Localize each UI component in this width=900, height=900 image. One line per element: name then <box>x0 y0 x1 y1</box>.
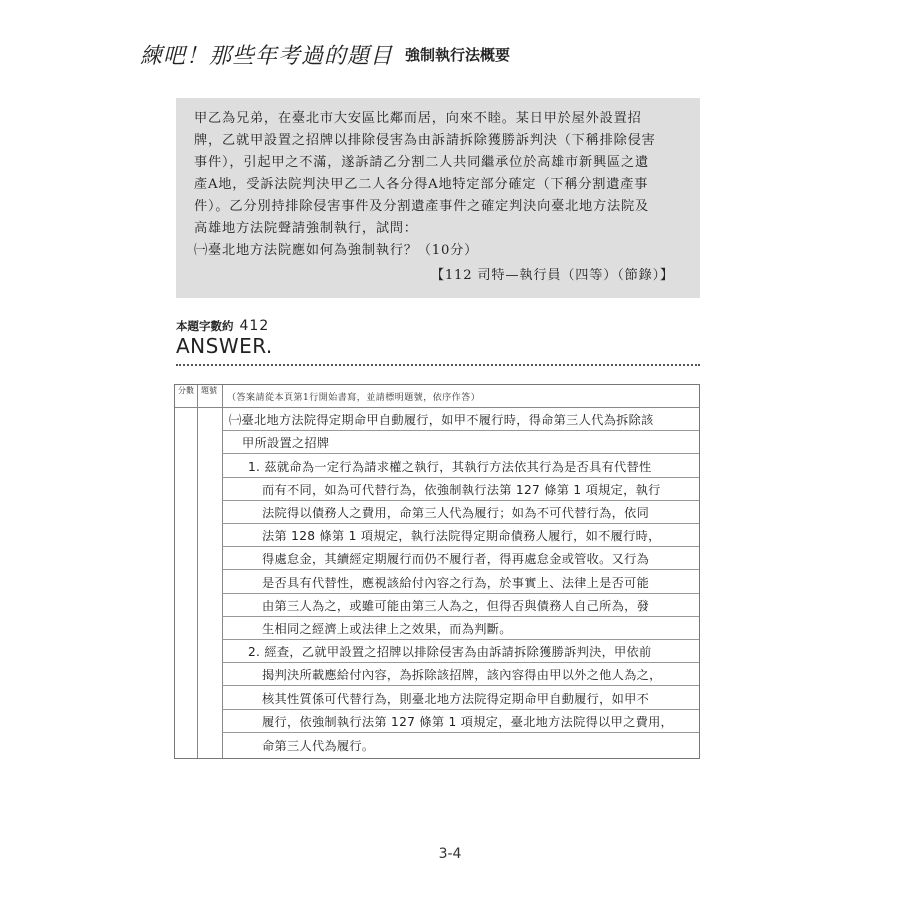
answer-line <box>222 501 699 524</box>
series-brand: 練吧！那些年考過的題目 <box>140 43 394 69</box>
answer-line <box>222 454 699 477</box>
answer-line-text: 由第三人為之，或雖可能由第三人為之，但得否與債務人自己所為，發 <box>262 598 650 613</box>
answer-line-text: 核其性質係可代替行為，則臺北地方法院得定期命甲自動履行，如甲不 <box>262 691 650 706</box>
answer-line <box>222 640 699 663</box>
answer-line-text: 是否具有代替性，應視該給付內容之行為，於事實上、法律上是否可能 <box>262 575 650 590</box>
answer-line-text: 履行，依強制執行法第 127 條第 1 項規定，臺北地方法院得以甲之費用， <box>262 714 674 729</box>
answer-line <box>222 431 699 454</box>
sheet-instruction: （答案請從本頁第1行開始書寫，並請標明題號，依序作答） <box>227 393 481 403</box>
question-line: 事件），引起甲之不滿，遂訴請乙分割二人共同繼承位於高雄市新興區之遺 <box>194 155 649 170</box>
score-column-label: 分數 <box>178 386 194 395</box>
answer-line-text: 2. 經查，乙就甲設置之招牌以排除侵害為由訴請拆除獲勝訴判決，甲依前 <box>248 645 652 660</box>
page-number: 3-4 <box>438 846 462 862</box>
answer-line-text: 1. 茲就命為一定行為請求權之執行，其執行方法依其行為是否具有代替性 <box>248 459 652 474</box>
running-header <box>140 36 510 72</box>
number-column-label: 題號 <box>201 386 217 395</box>
answer-sheet <box>174 384 700 759</box>
question-line: 件）。乙分別持排除侵害事件及分割遺產事件之確定判決向臺北地方法院及 <box>194 199 649 214</box>
word-count-label: 本題字數約 <box>176 319 234 333</box>
answer-line-text: 揭判決所載應給付內容，為拆除該招牌，該內容得由甲以外之他人為之， <box>262 668 662 683</box>
answer-line-text: 法第 128 條第 1 項規定，執行法院得定期命債務人履行，如不履行時， <box>262 529 661 544</box>
book-title: 強制執行法概要 <box>405 45 511 64</box>
answer-line <box>222 686 699 709</box>
question-line: 牌，乙就甲設置之招牌以排除侵害為由訴請拆除獲勝訴判決（下稱排除侵害 <box>194 133 656 148</box>
answer-line <box>222 570 699 593</box>
answer-line <box>222 524 699 547</box>
question-line: 產A地，受訴法院判決甲乙二人各分得A地特定部分確定（下稱分割遺產事 <box>194 177 649 192</box>
answer-line <box>222 478 699 501</box>
answer-heading: ANSWER. <box>176 334 273 358</box>
word-count-value: 412 <box>239 318 270 334</box>
question-box <box>176 98 700 298</box>
answer-line-text: 而有不同，如為可代替行為，依強制執行法第 127 條第 1 項規定，執行 <box>262 482 661 497</box>
answer-line <box>222 710 699 733</box>
question-line: 高雄地方法院聲請強制執行，試問： <box>194 221 418 236</box>
score-column-border <box>197 385 198 758</box>
question-line: ㈠臺北地方法院應如何為強制執行？（10分） <box>194 243 479 258</box>
answer-line <box>222 408 699 431</box>
answer-line-text: 得處怠金，其續經定期履行而仍不履行者，得再處怠金或管收。又行為 <box>262 552 650 567</box>
answer-line <box>222 663 699 686</box>
word-count <box>176 318 269 334</box>
answer-line <box>222 547 699 570</box>
answer-line <box>222 733 699 756</box>
answer-line <box>222 617 699 640</box>
answer-line-text: 甲所設置之招牌 <box>242 436 330 451</box>
answer-line-text: ㈠臺北地方法院得定期命甲自動履行，如甲不履行時，得命第三人代為拆除該 <box>229 413 654 428</box>
question-line: 甲乙為兄弟，在臺北市大安區比鄰而居，向來不睦。某日甲於屋外設置招 <box>194 111 642 126</box>
answer-line-text: 法院得以債務人之費用，命第三人代為履行；如為不可代替行為，依同 <box>262 505 650 520</box>
answer-line-text: 命第三人代為履行。 <box>262 738 375 753</box>
answer-line <box>222 594 699 617</box>
dotted-divider <box>176 364 700 366</box>
question-source: 【112 司特—執行員（四等）（節錄）】 <box>430 268 674 283</box>
answer-line-text: 生相同之經濟上或法律上之效果，而為判斷。 <box>262 621 512 636</box>
